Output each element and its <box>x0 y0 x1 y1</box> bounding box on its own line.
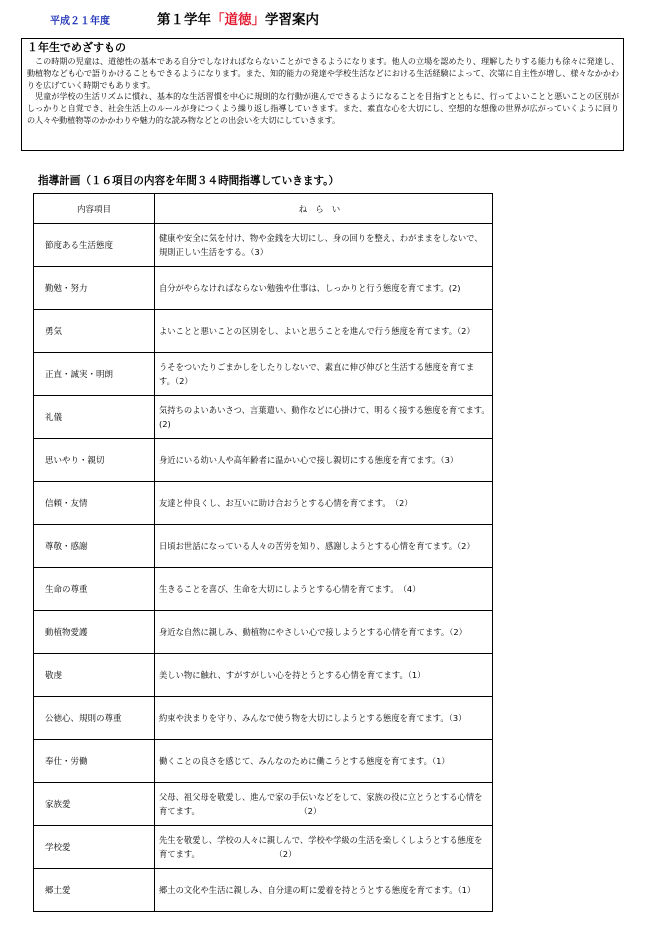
table-row <box>34 654 493 697</box>
table-body <box>34 224 611 912</box>
grade-goals-box <box>21 38 624 151</box>
table-row <box>34 568 493 611</box>
aim-cell: 日頃お世話になっている人々の苦労を知り、感謝しようとする心情を育てます。（2） <box>155 525 493 568</box>
content-item-cell: 信頼・友情 <box>34 482 155 525</box>
table-row <box>34 310 493 353</box>
table-row <box>34 267 493 310</box>
aim-cell: 気持ちのよいあいさつ、言葉遣い、動作などに心掛けて、明るく接する態度を育てます。 (2) <box>155 396 493 439</box>
title-grade: 第１学年 <box>157 12 211 28</box>
content-item-cell: 勤勉・努力 <box>34 267 155 310</box>
plan-heading: 指導計画（１６項目の内容を年間３４時間指導していきます。） <box>38 175 340 187</box>
content-item-cell: 生命の尊重 <box>34 568 155 611</box>
table-row <box>34 611 493 654</box>
table-row <box>34 525 493 568</box>
aim-cell: 先生を敬愛し、学校の人々に親しんで、学校や学級の生活を楽しくしようとする態度を育てます。 （2） <box>155 826 493 869</box>
aim-cell: うそをついたりごまかしをしたりしないで、素直に伸び伸びと生活する態度を育てます。（2） <box>155 353 493 396</box>
aim-cell: 美しい物に触れ、すがすがしい心を持とうとする心情を育てます。（1） <box>155 654 493 697</box>
content-item-cell: 公徳心、規則の尊重 <box>34 697 155 740</box>
column-header-aim: ねらい <box>155 194 493 224</box>
aim-cell: 働くことの良さを感じて、みんなのために働こうとする態度を育てます。（1） <box>155 740 493 783</box>
title-subject: 「道徳」 <box>211 12 265 28</box>
table-row <box>34 482 493 525</box>
aim-cell: 約束や決まりを守り、みんなで使う物を大切にしようとする態度を育てます。（3） <box>155 697 493 740</box>
table-row <box>34 396 493 439</box>
content-item-cell: 正直・誠実・明朗 <box>34 353 155 396</box>
content-item-cell: 動植物愛護 <box>34 611 155 654</box>
table-row <box>34 224 493 267</box>
table-row <box>34 783 493 826</box>
page-title <box>157 8 319 28</box>
aim-cell: 友達と仲良くし、お互いに助け合おうとする心情を育てます。 （2） <box>155 482 493 525</box>
table-row <box>34 439 493 482</box>
table-row <box>34 826 493 869</box>
content-item-cell: 礼儀 <box>34 396 155 439</box>
table-header-row <box>34 194 493 224</box>
table-row <box>34 740 493 783</box>
aim-cell: よいことと悪いことの区別をし、よいと思うことを進んで行う態度を育てます。（2） <box>155 310 493 353</box>
table-row <box>34 697 493 740</box>
aim-cell: 身近な自然に親しみ、動植物にやさしい心で接しようとする心情を育てます。（2） <box>155 611 493 654</box>
content-item-cell: 家族愛 <box>34 783 155 826</box>
page-header <box>0 0 648 36</box>
content-item-cell: 学校愛 <box>34 826 155 869</box>
table-row <box>34 869 493 912</box>
content-item-cell: 敬虔 <box>34 654 155 697</box>
content-item-cell: 勇気 <box>34 310 155 353</box>
table-row <box>34 353 493 396</box>
aim-cell: 身近にいる幼い人や高年齢者に温かい心で接し親切にする態度を育てます。（3） <box>155 439 493 482</box>
title-suffix: 学習案内 <box>265 12 319 28</box>
school-year: 平成２１年度 <box>50 16 110 27</box>
content-item-cell: 郷土愛 <box>34 869 155 912</box>
instruction-plan-table <box>33 193 611 912</box>
goals-paragraph: 児童が学校の生活リズムに慣れ、基本的な生活習慣を中心に規則的な行動が進んでできるようになることを目指すとともに、行ってよいことと悪いことの区別がしっかりと自覚でき、社会生活上のルールが身につくよう繰り返し指導していきます。また、素直な心を大切にし、空想的な想像の世界が広がっていくように回りの人々や動植物等のかかわりや魅力的な読み物などとの出会いを大切にしていきます。 <box>27 91 619 125</box>
content-item-cell: 奉仕・労働 <box>34 740 155 783</box>
aim-cell: 自分がやらなければならない勉強や仕事は、しっかりと行う態度を育てます。(2) <box>155 267 493 310</box>
aim-cell: 父母、祖父母を敬愛し、進んで家の手伝いなどをして、家族の役に立とうとする心情を育てます。 （2） <box>155 783 493 826</box>
aim-cell: 健康や安全に気を付け、物や金銭を大切にし、身の回りを整え、わがままをしないで、規則正しい生活をする。（3） <box>155 224 493 267</box>
goals-title: １年生でめざすもの <box>27 41 126 54</box>
goals-paragraph: この時期の児童は、道徳性の基本である自分でしなければならないことができるようになります。他人の立場を認めたり、理解したりする能力も徐々に発達し、動植物なども心で語りかけることもできるようになります。また、知的能力の発達や学校生活などにおける生活経験によって、次第に自主性が増し、様々なかかわりを広げていく時期でもあります。 <box>27 56 619 90</box>
column-header-item: 内容項目 <box>34 194 155 224</box>
aim-cell: 生きることを喜び、生命を大切にしようとする心情を育てます。 （4） <box>155 568 493 611</box>
aim-cell: 郷土の文化や生活に親しみ、自分達の町に愛着を持とうとする態度を育てます。（1） <box>155 869 493 912</box>
content-item-cell: 尊敬・感謝 <box>34 525 155 568</box>
content-item-cell: 思いやり・親切 <box>34 439 155 482</box>
content-item-cell: 節度ある生活態度 <box>34 224 155 267</box>
